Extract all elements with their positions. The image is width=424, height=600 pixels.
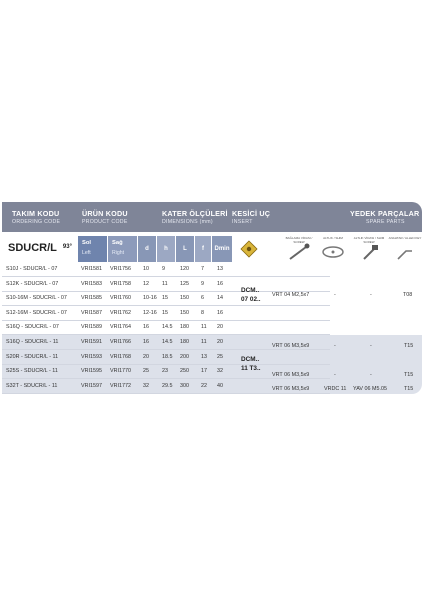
dim-d-cell: 12 [143,280,149,287]
table-row [0,320,424,335]
dim-L-cell: 250 [180,368,189,375]
dim-L-header: L [176,236,194,262]
right-product-code-cell: VRI1756 [110,266,131,272]
left-label: Sol [82,240,92,246]
spare-screw-g2r1: VRT 06 M3,5x9 [272,343,310,349]
spare-key-g2r4: T15 [404,386,414,392]
spare-screw-g1: VRT 04 M2,5x7 [272,292,310,298]
dim-L-cell: 200 [180,353,189,360]
dim-L-cell: 125 [180,280,189,287]
dim-h-header: h [157,236,175,262]
insert-group-11: DCM.. 11 T3.. [241,356,261,372]
dim-f-cell: 11 [201,338,207,345]
dim-dmin-cell: 20 [217,324,223,331]
table-row [0,364,424,379]
header-product-code-sub: PRODUCT CODE [82,219,128,225]
dim-f-cell: 22 [201,382,207,389]
dim-h-cell: 9 [162,266,165,272]
right-label: Sağ [112,240,123,246]
dim-d-cell: 12-16 [143,309,157,316]
left-product-code-cell: VRI1587 [81,309,102,316]
dim-h-cell: 29.5 [162,382,173,389]
shim-icon: ALTLIK / SHIM [316,236,350,262]
dim-f-cell: 8 [201,309,204,316]
table-row [0,262,424,277]
spare-key-g2r1: T15 [404,343,414,349]
spare-shimscrew-g2r1: - [370,343,372,349]
dim-f-header: f [195,236,211,262]
table-subheader [0,232,424,262]
right-product-code-cell: VRI1768 [110,353,131,360]
header-spare-parts-sub: SPARE PARTS [366,219,405,225]
table-row [0,306,424,321]
dim-d-cell: 16 [143,324,149,331]
header-ordering-code: TAKIM KODU [12,209,60,218]
dim-f-cell: 9 [201,280,204,287]
table-header [2,202,422,232]
dim-dmin-cell: 14 [217,295,223,302]
ordering-code-cell: S12K - SDUCR/L - 07 [6,280,59,287]
dim-h-cell: 23 [162,368,168,375]
dim-h-cell: 15 [162,295,168,302]
spare-key-g1: T08 [403,292,413,298]
spare-shim-g1: - [334,292,336,298]
header-insert-sub: INSERT [232,219,253,225]
spare-key-g2r3: T15 [404,372,414,378]
ordering-code-cell: S25S - SDUCR/L - 11 [6,368,58,375]
spare-screw-g2r3: VRT 06 M3,5x9 [272,372,310,378]
spare-shimscrew-g1: - [370,292,372,298]
dim-h-cell: 14.5 [162,338,173,345]
dim-L-cell: 120 [180,266,189,272]
dim-dmin-cell: 20 [217,338,223,345]
allen-key-icon: ANAHTAR / ALLEN KEY [388,236,422,262]
left-product-code-cell: VRI1589 [81,324,102,331]
table-row [0,335,424,350]
spare-shim-g2r4: VRDC 11 [324,386,347,392]
right-product-code-cell: VRI1770 [110,368,131,375]
ordering-code-cell: S16Q - SDUCR/L - 07 [6,324,59,331]
series-title: SDUCR/L $^{93^\circ}$ [8,242,72,254]
left-product-code-cell: VRI1581 [81,266,102,272]
header-product-code: ÜRÜN KODU [82,209,128,218]
dim-dmin-cell: 16 [217,280,223,287]
spare-shim-g2r1: - [334,343,336,349]
dim-dmin-cell: 32 [217,368,223,375]
dim-d-cell: 10 [143,266,149,272]
table-row [0,277,424,292]
right-sub-label: Right [112,250,125,256]
dim-dmin-cell: 16 [217,309,223,316]
screw-icon: BAĞLAMA VİDASI / SCREW [282,236,316,262]
dim-f-cell: 13 [201,353,207,360]
spare-shimscrew-g2r3: - [370,372,372,378]
table-row [0,350,424,365]
left-hand-column-header [78,236,107,262]
dim-d-cell: 16 [143,338,149,345]
dim-d-cell: 32 [143,382,149,389]
right-product-code-cell: VRI1766 [110,338,131,345]
spare-shimscrew-g2r4: YAV 06 M5.05 [353,386,387,392]
table-row [0,291,424,306]
dim-dmin-cell: 13 [217,266,223,272]
dim-h-cell: 11 [162,280,168,287]
row-divider [2,393,330,394]
left-product-code-cell: VRI1593 [81,353,102,360]
dim-L-cell: 180 [180,338,189,345]
dim-h-cell: 15 [162,309,168,316]
ordering-code-cell: S16Q - SDUCR/L - 11 [6,338,59,345]
insert-group-07: DCM.. 07 02.. [241,287,261,303]
ordering-code-cell: S32T - SDUCR/L - 11 [6,382,58,389]
right-hand-column-header [108,236,137,262]
dim-h-cell: 14.5 [162,324,173,331]
left-product-code-cell: VRI1583 [81,280,102,287]
dim-f-cell: 7 [201,266,204,272]
header-spare-parts: YEDEK PARÇALAR [350,209,420,218]
dim-f-cell: 17 [201,368,207,375]
catalog-table [0,202,424,393]
right-product-code-cell: VRI1772 [110,382,131,389]
dim-L-cell: 300 [180,382,189,389]
header-ordering-code-sub: ORDERING CODE [12,219,61,225]
approach-angle: 93° [62,244,72,250]
left-product-code-cell: VRI1595 [81,368,102,375]
header-insert: KESİCİ UÇ [232,209,271,218]
dim-dmin-cell: 40 [217,382,223,389]
left-product-code-cell: VRI1597 [81,382,102,389]
ordering-code-cell: S10J - SDUCR/L - 07 [6,266,58,272]
dim-f-cell: 11 [201,324,207,331]
spare-shim-g2r3: - [334,372,336,378]
dim-d-cell: 25 [143,368,149,375]
left-sub-label: Left [82,250,91,256]
shim-screw-icon: ALTLIK VİDASI / SHIM SCREW [352,236,386,262]
ordering-code-cell: S20R - SDUCR/L - 11 [6,353,59,360]
right-product-code-cell: VRI1758 [110,280,131,287]
dim-dmin-header: Dmin [212,236,232,262]
spare-screw-g2r4: VRT 06 M3,5x9 [272,386,310,392]
right-product-code-cell: VRI1764 [110,324,131,331]
ordering-code-cell: S10-16M - SDUCR/L - 07 [6,295,67,302]
dim-L-cell: 150 [180,295,189,302]
header-dimensions: KATER ÖLÇÜLERİ [162,209,228,218]
right-product-code-cell: VRI1760 [110,295,131,302]
dim-L-cell: 150 [180,309,189,316]
dim-d-header: d [138,236,156,262]
header-dimensions-sub: DIMENSIONS (mm) [162,219,213,225]
dim-h-cell: 18.5 [162,353,173,360]
insert-diamond-icon [240,240,258,258]
left-product-code-cell: VRI1585 [81,295,102,302]
dim-f-cell: 6 [201,295,204,302]
dim-d-cell: 10-16 [143,295,157,302]
dim-dmin-cell: 25 [217,353,223,360]
right-product-code-cell: VRI1762 [110,309,131,316]
dim-L-cell: 180 [180,324,189,331]
table-body [0,262,424,393]
left-product-code-cell: VRI1591 [81,338,102,345]
dim-d-cell: 20 [143,353,149,360]
ordering-code-cell: S12-16M - SDUCR/L - 07 [6,309,67,316]
